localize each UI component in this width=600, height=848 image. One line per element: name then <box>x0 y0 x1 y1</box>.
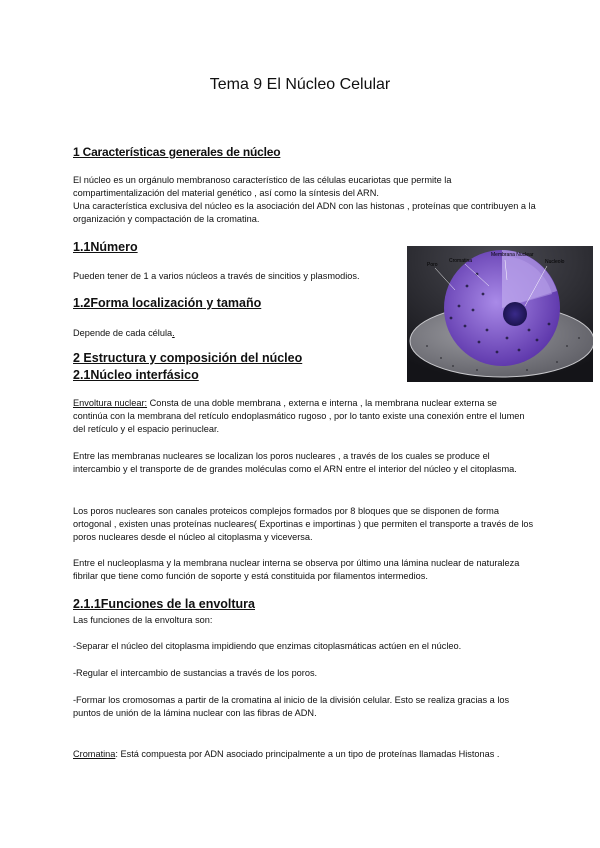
envoltura-text: Consta de una doble membrana , externa e interna , la membrana nuclear externa se continúa con la membrana del retículo endoplasmático rugoso , por lo tanto existe una conexión entre el lumen del retículo y el espacio perinuclear. <box>73 398 525 434</box>
section-1-1-heading: 1.1Número <box>73 240 138 254</box>
nucleolus <box>503 302 527 326</box>
cromatina-text: : Está compuesta por ADN asociado principalmente a un tipo de proteínas llamadas Histonas . <box>115 749 500 759</box>
lamina-paragraph: Entre el nucleoplasma y la membrana nuclear interna se observa por último una lámina nuclear de naturaleza fibrilar que tiene como función de soporte y está constituida por filamentos intermedios. <box>73 558 520 581</box>
section-1-heading: 1 Características generales de núcleo <box>73 145 281 159</box>
label-membrana: Membrana Nuclear <box>491 252 534 258</box>
section-1-2-text-main: Depende de cada célula <box>73 328 173 338</box>
section-2-heading: 2 Estructura y composición del núcleo <box>73 351 303 365</box>
cromatina-lead: Cromatina <box>73 749 116 759</box>
section-1-paragraph-1: El núcleo es un orgánulo membranoso característico de las células eucariotas que permite la compartimentalización del material genético , así como la síntesis del ARN. <box>73 175 452 198</box>
section-1-paragraph-2: Una característica exclusiva del núcleo es la asociación del ADN con las histonas , proteínas que contribuyen a la organización y compactación de la cromatina. <box>73 201 536 224</box>
section-1-2-text-end: . <box>172 328 175 338</box>
funciones-intro: Las funciones de la envoltura son: <box>73 615 213 625</box>
label-cromatina: Cromatina <box>449 258 473 264</box>
nucleus-illustration <box>407 246 593 382</box>
section-2-1-1-heading: 2.1.1Funciones de la envoltura <box>73 597 256 611</box>
section-1-2-heading: 1.2Forma localización y tamaño <box>73 296 262 310</box>
section-1-2-text <box>73 327 373 340</box>
label-nucleolo: Nucleolo <box>545 259 565 265</box>
funcion-item: -Regular el intercambio de sustancias a través de los poros. <box>73 668 318 678</box>
funcion-item: -Separar el núcleo del citoplasma impidiendo que enzimas citoplasmáticas actúen en el núcleo. <box>73 641 462 651</box>
label-poro: Poro <box>427 262 438 268</box>
section-2-1-heading: 2.1Núcleo interfásico <box>73 368 199 382</box>
nucleus-svg <box>407 246 593 382</box>
cromatina-paragraph <box>73 748 523 761</box>
poros-paragraph: Entre las membranas nucleares se localizan los poros nucleares , a través de los cuales se produce el intercambio y el transporte de de grandes moléculas como el ARN entre el interior del núcleo y el citoplasma. <box>73 451 517 474</box>
section-1-1-text: Pueden tener de 1 a varios núcleos a través de sincitios y plasmodios. <box>73 271 360 281</box>
envoltura-lead: Envoltura nuclear: <box>73 398 148 408</box>
funcion-item: -Formar los cromosomas a partir de la cromatina al inicio de la división celular. Esto se realiza gracias a los puntos de unión de la lámina nuclear con las fibras de ADN. <box>73 695 510 718</box>
envoltura-paragraph <box>73 397 533 435</box>
poros-structure-paragraph: Los poros nucleares son canales proteicos complejos formados por 8 bloques que se disponen de forma ortogonal , existen unas proteínas nucleares( Exportinas e importinas ) que permiten el transporte a través de los poros nucleares desde el núcleo al citoplasma y viceversa. <box>73 506 534 542</box>
page-title: Tema 9 El Núcleo Celular <box>209 76 391 93</box>
